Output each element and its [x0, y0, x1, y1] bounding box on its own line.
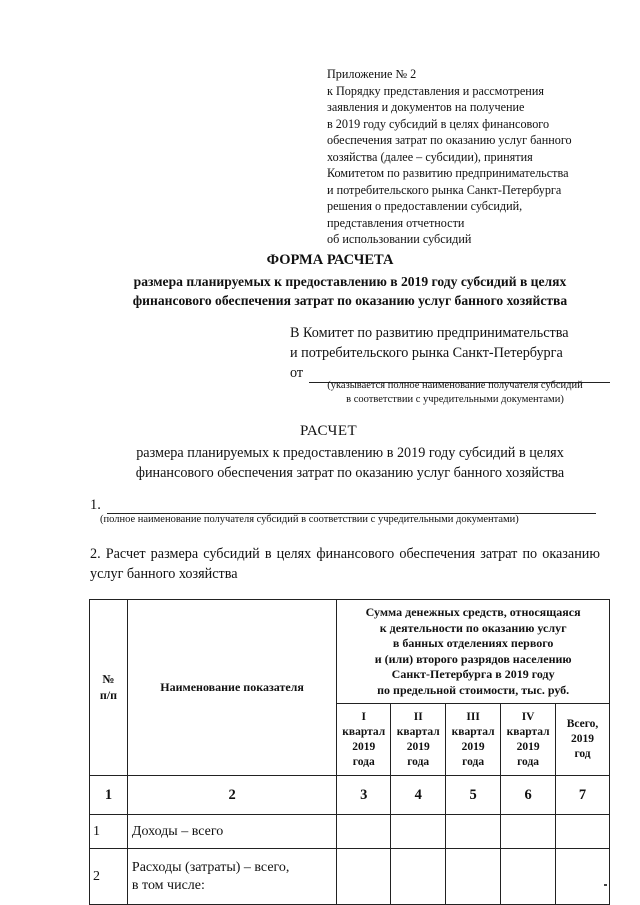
- appendix-line: Комитетом по развитию предпринимательства: [327, 166, 569, 180]
- table-cell: [501, 849, 556, 905]
- recipient-block: [290, 323, 610, 383]
- calc-subtitle-line: размера планируемых к предоставлению в 2019 году субсидий в целях: [136, 445, 564, 461]
- header-quarter-1: [337, 704, 391, 776]
- quarter-word: квартал: [506, 725, 550, 738]
- header-group-line: и (или) второго разрядов населению: [374, 651, 572, 666]
- header-num-line: п/п: [99, 687, 118, 702]
- quarter-year: 2019: [406, 740, 430, 753]
- recipient-hint-line: в соответствии с учредительными документами): [346, 394, 564, 405]
- quarter-year: 2019: [352, 740, 376, 753]
- quarter-suffix: года: [517, 755, 540, 768]
- form-subtitle-line: финансового обеспечения затрат по оказанию услуг банного хозяйства: [132, 293, 568, 308]
- calc-title: РАСЧЕТ: [300, 423, 358, 439]
- header-name: Наименование показателя: [127, 600, 336, 776]
- quarter-word: квартал: [342, 725, 386, 738]
- quarter-roman: I: [361, 710, 366, 723]
- quarter-year: 2019: [516, 740, 540, 753]
- quarter-word: квартал: [451, 725, 495, 738]
- header-quarter-4: [501, 704, 556, 776]
- header-group-line: Санкт-Петербурга в 2019 году: [391, 667, 555, 681]
- table-row: [90, 815, 610, 849]
- appendix-block: [327, 66, 617, 248]
- header-group: [337, 600, 610, 704]
- appendix-line: и потребительского рынка Санкт-Петербурга: [327, 182, 562, 197]
- column-number: 7: [556, 776, 610, 815]
- recipient-hint-line: (указывается полное наименование получателя субсидий: [327, 380, 583, 391]
- quarter-word: квартал: [396, 725, 440, 738]
- table-cell: [337, 849, 391, 905]
- calc-subtitle-line: финансового обеспечения затрат по оказанию услуг банного хозяйства: [135, 465, 565, 481]
- row-name: [127, 849, 336, 905]
- appendix-line: хозяйства (далее – субсидии), принятия: [327, 149, 533, 164]
- total-year: 2019: [571, 733, 595, 745]
- recipient-from-label: от: [290, 365, 304, 381]
- table-cell: [391, 849, 446, 905]
- quarter-roman: II: [413, 710, 423, 723]
- table-cell: [446, 849, 501, 905]
- appendix-line: решения о предоставлении субсидий,: [327, 199, 523, 213]
- scan-dot: [604, 884, 607, 886]
- table-cell: [391, 815, 446, 849]
- quarter-roman: IV: [521, 710, 535, 723]
- column-number: 4: [391, 776, 446, 815]
- column-numbers-row: [90, 776, 610, 815]
- row-name-line: в том числе:: [131, 877, 205, 893]
- recipient-hint: [310, 379, 600, 407]
- column-number: 6: [501, 776, 556, 815]
- header-group-line: к деятельности по оказанию услуг: [379, 620, 567, 635]
- total-suffix: год: [574, 748, 591, 760]
- row-name-line: Доходы – всего: [131, 823, 224, 839]
- row-name: [127, 815, 336, 849]
- column-number: 5: [446, 776, 501, 815]
- quarter-suffix: года: [352, 755, 375, 768]
- form-subtitle: [85, 272, 615, 310]
- row-number: 1: [90, 815, 128, 849]
- recipient-line: В Комитет по развитию предпринимательства: [290, 325, 569, 341]
- item1-blank: [107, 501, 596, 514]
- item2-text: 2. Расчет размера субсидий в целях финансового обеспечения затрат по оказанию услуг банного хозяйства: [90, 546, 600, 582]
- table-cell: [446, 815, 501, 849]
- header-group-line: в банных отделениях первого: [392, 636, 554, 650]
- header-group-line: Сумма денежных средств, относящаяся: [365, 605, 581, 619]
- appendix-line: заявления и документов на получение: [327, 100, 525, 114]
- table-cell: [337, 815, 391, 849]
- header-quarter-2: [391, 704, 446, 776]
- appendix-line: в 2019 году субсидий в целях финансового: [327, 116, 550, 131]
- form-title: ФОРМА РАСЧЕТА: [266, 252, 394, 268]
- quarter-roman: III: [466, 710, 480, 723]
- appendix-line: обеспечения затрат по оказанию услуг банного: [327, 133, 572, 147]
- row-name-line: Расходы (затраты) – всего,: [131, 859, 290, 875]
- header-group-line: по предельной стоимости, тыс. руб.: [377, 682, 570, 697]
- header-num-line: №: [102, 672, 115, 686]
- column-number: 2: [127, 776, 336, 815]
- form-subtitle-line: размера планируемых к предоставлению в 2019 году субсидий в целях: [133, 274, 567, 289]
- calculation-table: [89, 599, 610, 905]
- row-number: 2: [90, 849, 128, 905]
- item1-hint: (полное наименование получателя субсидий в соответствии с учредительными документами): [100, 514, 519, 525]
- column-number: 3: [337, 776, 391, 815]
- header-num: [90, 600, 128, 776]
- item1-number: 1.: [90, 497, 101, 513]
- header-total: [556, 704, 610, 776]
- appendix-line: представления отчетности: [327, 215, 465, 230]
- header-quarter-3: [446, 704, 501, 776]
- calc-subtitle: [90, 443, 610, 483]
- table-cell: [501, 815, 556, 849]
- column-number: 1: [90, 776, 128, 815]
- total-word: Всего,: [566, 718, 599, 730]
- appendix-line: об использовании субсидий: [327, 232, 472, 246]
- appendix-line: к Порядку представления и рассмотрения: [327, 83, 544, 98]
- table-row: [90, 849, 610, 905]
- recipient-line: и потребительского рынка Санкт-Петербурга: [290, 345, 563, 361]
- table-cell: [556, 815, 610, 849]
- quarter-year: 2019: [461, 740, 485, 753]
- quarter-suffix: года: [407, 755, 430, 768]
- quarter-suffix: года: [462, 755, 485, 768]
- appendix-line: Приложение № 2: [327, 67, 417, 81]
- table-cell: [556, 849, 610, 905]
- item1-line: [90, 497, 596, 514]
